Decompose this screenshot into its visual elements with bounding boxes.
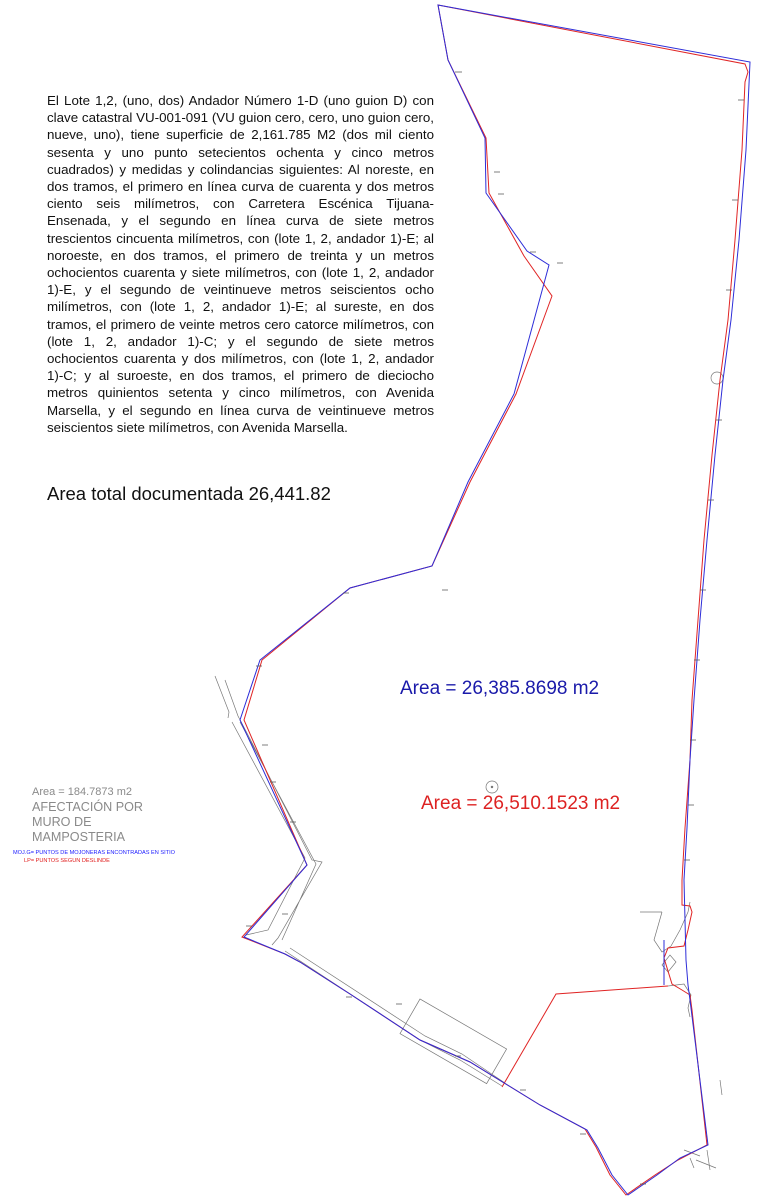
affectation-note xyxy=(32,785,182,845)
total-documented-area: Area total documentada 26,441.82 xyxy=(47,483,331,504)
red-area-label: Area = 26,510.1523 m2 xyxy=(421,793,621,814)
plan-legend xyxy=(13,849,175,865)
legend-item-deslinde: LP= PUNTOS SEGUN DESLINDE xyxy=(24,858,110,864)
blue-area-label: Area = 26,385.8698 m2 xyxy=(400,678,600,699)
masonry-wall-strip xyxy=(215,676,322,945)
affectation-description: AFECTACIÓN POR MURO DE MAMPOSTERIA xyxy=(32,800,144,844)
driveway-lines xyxy=(285,948,505,1086)
legend-item-monuments: MOJ.G= PUNTOS DE MOJONERAS ENCONTRADAS EN SITIO xyxy=(13,850,175,856)
centroid-dot xyxy=(491,786,493,788)
east-parcel-lines xyxy=(640,902,722,1170)
lot-description-text: El Lote 1,2, (uno, dos) Andador Número 1-D (uno guion D) con clave catastral VU-001-091 (VU guion cero, cero, uno guion cero, nueve, uno), tiene superficie de 2,161.785 M2 (dos mil ciento sesenta y uno punto setecientos ochenta y cinco metros cuadrados) y medidas y colindancias siguientes: Al noreste, en dos tramos, el primero en línea curva de cuarenta y dos metros ciento seis milímetros, con Carretera Escénica Tijuana- Ensenada, y el segundo en línea curva de siete metros trescientos cincuenta milímetros, con (lote 1, 2, andador 1)-E; al noroeste, en dos tramos, el primero de treinta y un metros ochocientos cuarenta y siete milímetros, con (lote 1, 2, andador 1)-E, y el segundo de veintinueve metros seiscientos ocho milímetros, con (lote 1, 2, andador 1)-E; al sureste, en dos tramos, el primero de veinte metros cero catorce milímetros, con (lote 1, 2, andador 1)-C; y el segundo de siete metros ochocientos cuarenta y dos milímetros, con (lote 1, 2, andador 1)-C; y al suroeste, en dos tramos, el primero de dieciocho metros quinientos setenta y cinco milímetros, con Avenida Marsella, y el segundo en línea curva de veintinueve metros seiscientos siete milímetros, con Avenida Marsella. xyxy=(47,93,434,435)
affectation-area-label: Area = 184.7873 m2 xyxy=(32,786,132,798)
rectangular-building xyxy=(400,999,507,1084)
